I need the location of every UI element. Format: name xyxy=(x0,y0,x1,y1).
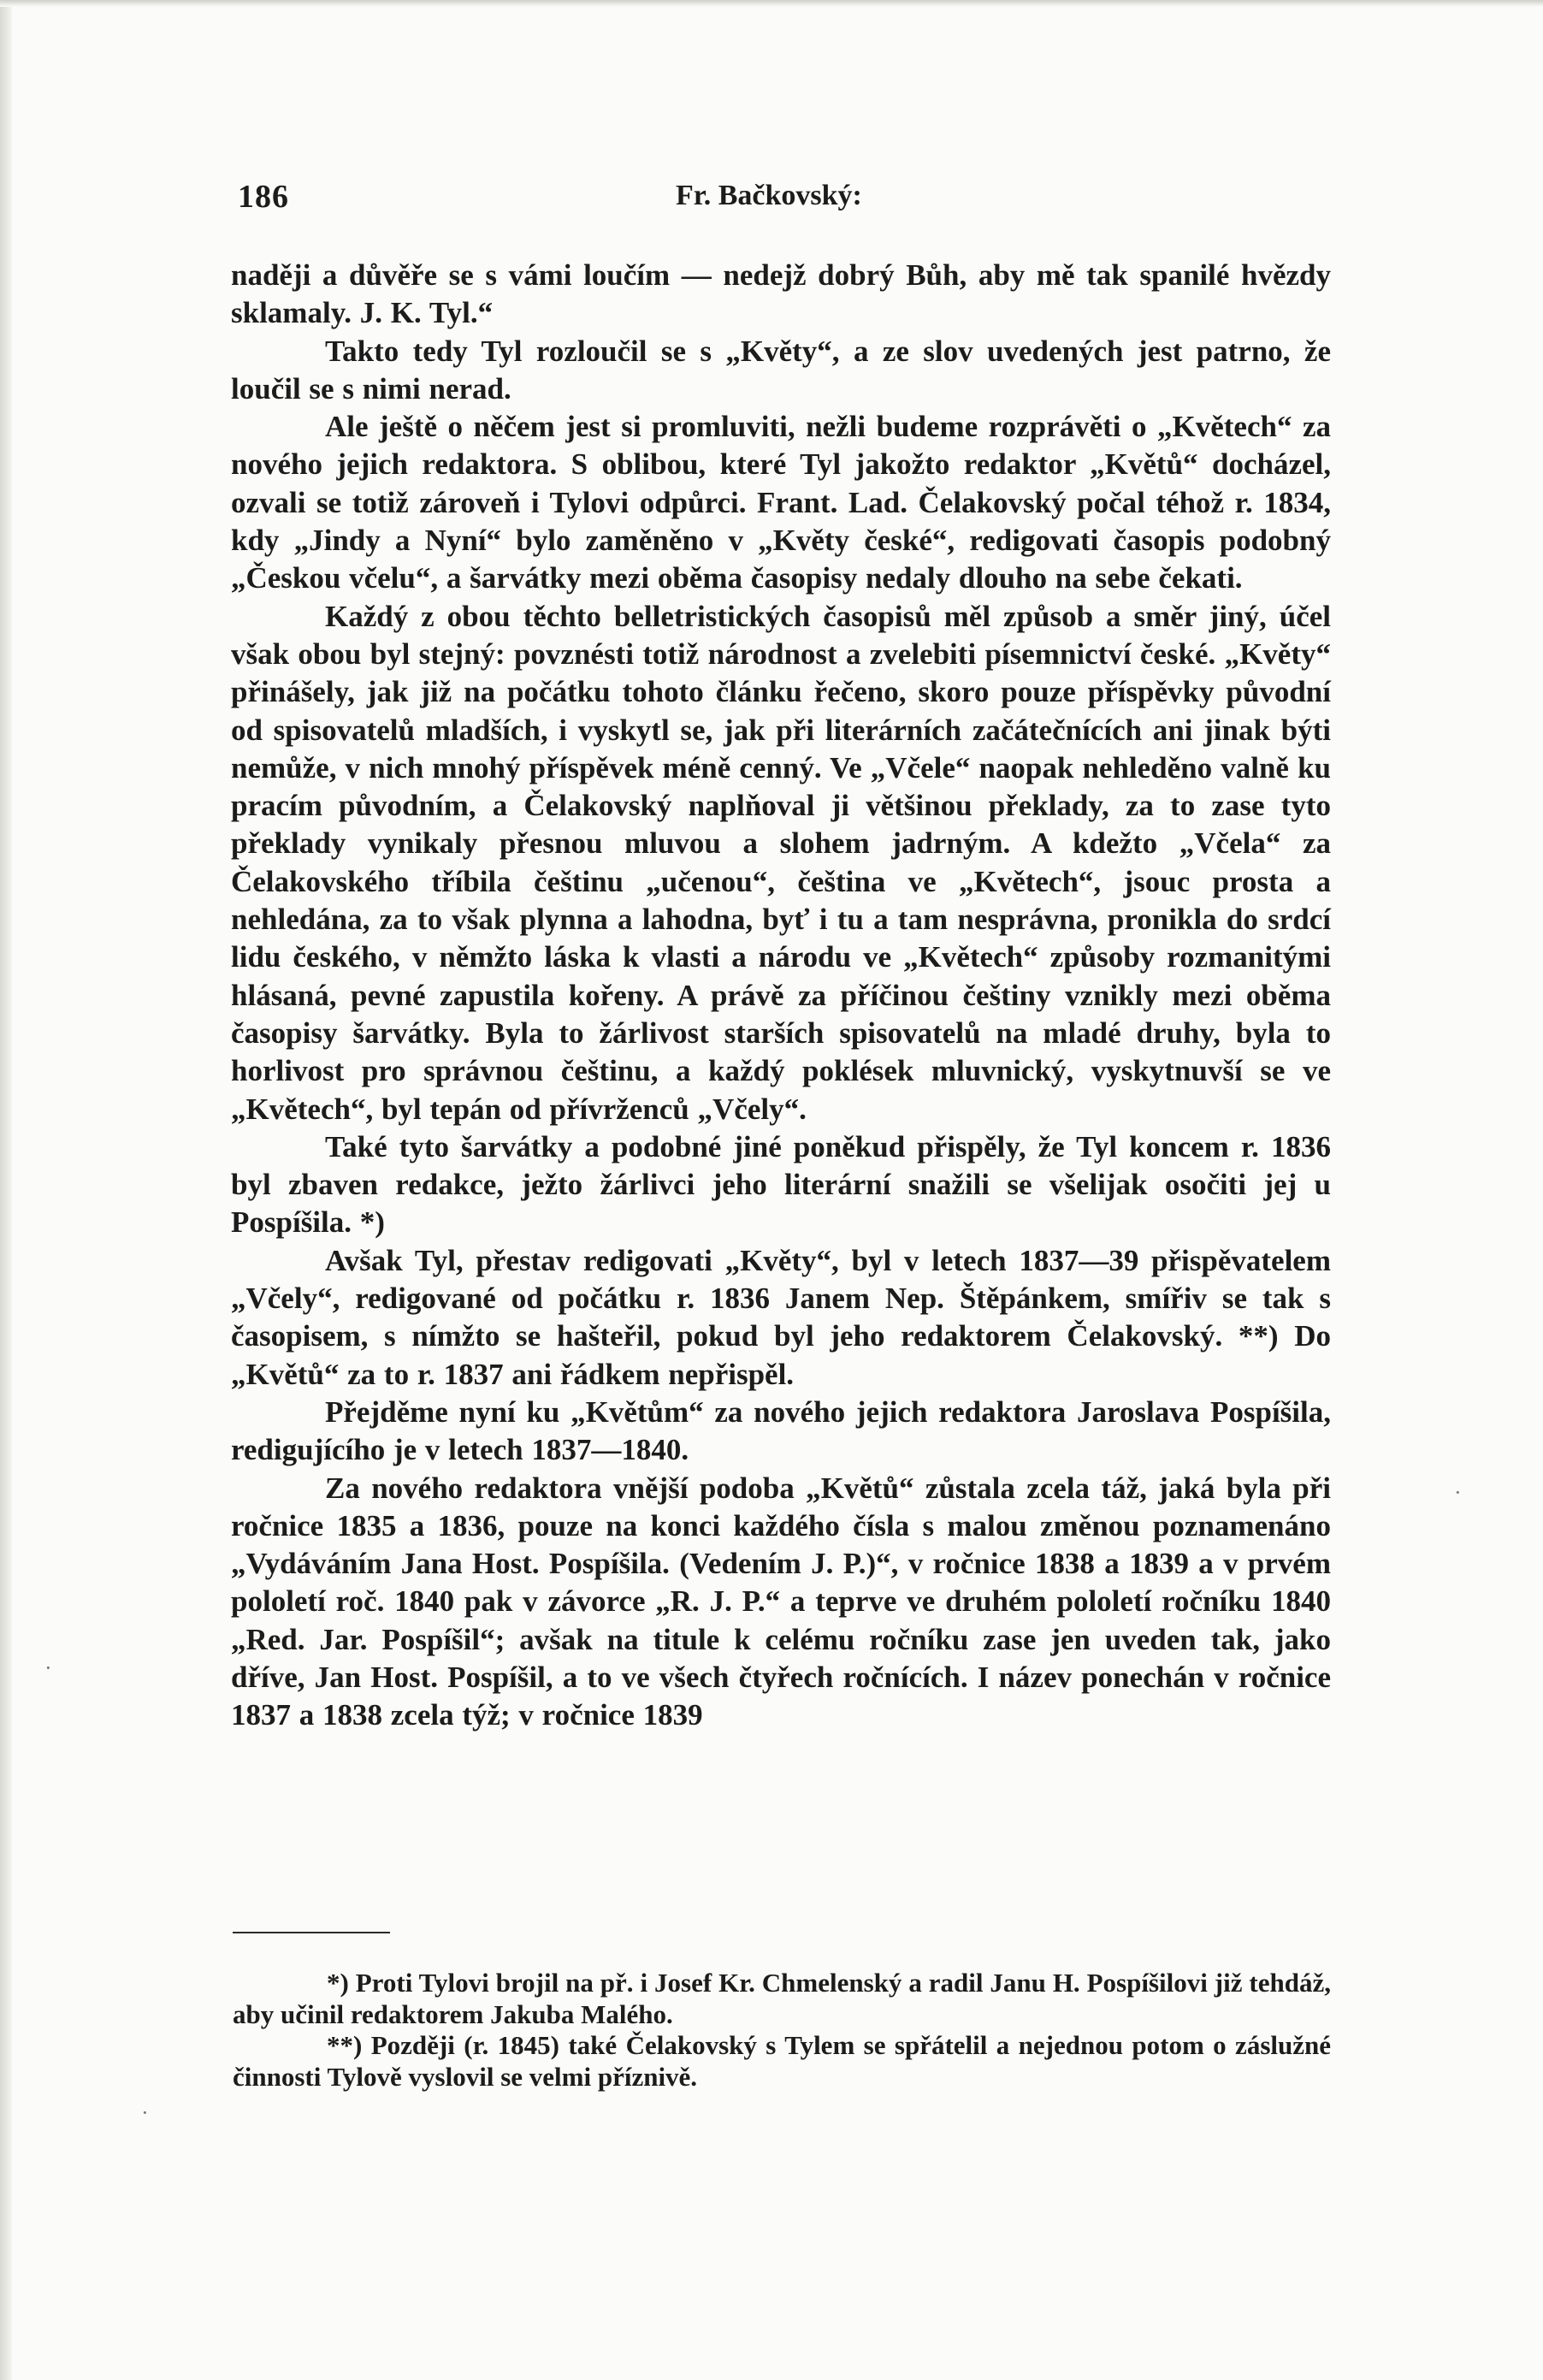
body-text xyxy=(231,257,1331,1735)
paragraph: Takto tedy Tyl rozloučil se s „Květy“, a ze slov uvedených jest patrno, že loučil se s nimi nerad. xyxy=(231,334,1331,406)
footnotes xyxy=(233,1968,1331,2093)
paragraph: Avšak Tyl, přestav redigovati „Květy“, byl v letech 1837—39 přispěvatelem „Včely“, redigované od počátku r. 1836 Janem Nep. Štěpánkem, smířiv se tak s časopisem, s nímžto se hašteřil, pokud byl jeho redaktorem Čelakovský. **) Do „Květů“ za to r. 1837 ani řádkem nepřispěl. xyxy=(231,1243,1331,1391)
page-header xyxy=(231,178,1331,221)
paragraph: Za nového redaktora vnější podoba „Květů“ zůstala zcela táž, jaká byla při ročnice 1835 a 1836, pouze na konci každého čísla s malou změnou poznamenáno „Vydáváním Jana Host. Pospíšila. (Vedením J. P.)“, v ročnice 1838 a 1839 a v prvém pololetí roč. 1840 pak v závorce „R. J. P.“ a teprve ve druhém pololetí ročníku 1840 „Red. Jar. Pospíšil“; avšak na titule k celému ročníku zase jen uveden tak, jako dříve, Jan Host. Pospíšil, a to ve všech čtyřech ročnících. I název ponechán v ročnice 1837 a 1838 zcela týž; v ročnice 1839 xyxy=(231,1471,1331,1732)
paragraph: Ale ještě o něčem jest si promluviti, nežli budeme rozprávěti o „Květech“ za nového jejich redaktora. S oblibou, které Tyl jakožto redaktor „Květů“ docházel, ozvali se totiž zároveň i Tylovi odpůrci. Frant. Lad. Čelakovský počal téhož r. 1834, kdy „Jindy a Nyní“ bylo zaměněno v „Květy české“, redigovati časopis podobný „Českou včelu“, a šarvátky mezi oběma časopisy nedaly dlouho na sebe čekati. xyxy=(231,410,1331,595)
scan-top-edge xyxy=(0,0,1543,7)
paragraph: Přejděme nyní ku „Květům“ za nového jejich redaktora Jaroslava Pospíšila, redigujícího je v letech 1837—1840. xyxy=(231,1394,1331,1467)
scan-left-edge xyxy=(0,0,12,2380)
margin-mark: · xyxy=(44,1655,52,1680)
footnote: *) Proti Tylovi brojil na př. i Josef Kr. Chmelenský a radil Janu H. Pospíšilovi již tehdáž, aby učinil redaktorem Jakuba Malého. xyxy=(233,1968,1331,2029)
margin-mark: · xyxy=(141,2100,149,2125)
paragraph: Také tyto šarvátky a podobné jiné poněkud přispěly, že Tyl koncem r. 1836 byl zbaven redakce, ježto žárlivci jeho literární snažili se všelijak osočiti jej u Pospíšila. *) xyxy=(231,1129,1331,1240)
margin-mark: · xyxy=(1454,1480,1462,1505)
page-number: 186 xyxy=(238,179,289,215)
footnote-divider xyxy=(233,1932,390,1933)
paragraph: Každý z obou těchto belletristických časopisů měl způsob a směr jiný, účel však obou byl stejný: povznésti totiž národnost a zvelebiti písemnictví české. „Květy“ přinášely, jak již na počátku tohoto článku řečeno, skoro pouze příspěvky původní od spisovatelů mladších, i vyskytl se, jak při literárních začátečnících ani jinak býti nemůže, v nich mnohý příspěvek méně cenný. Ve „Včele“ naopak nehleděno valně ku pracím původním, a Čelakovský naplňoval ji většinou překlady, za to zase tyto překlady vynikaly přesnou mluvou a slohem jadrným. A kdežto „Včela“ za Čelakovského tříbila češtinu „učenou“, čeština ve „Květech“, jsouc prosta a nehledána, za to však plynna a lahodna, byť i tu a tam nesprávna, pronikla do srdcí lidu českého, v němžto láska k vlasti a národu ve „Květech“ způsoby rozmanitými hlásaná, pevné zapustila kořeny. A právě za příčinou češtiny vznikly mezi oběma časopisy šarvátky. Byla to žárlivost starších spisovatelů na mladé druhy, byla to horlivost pro správnou češtinu, a každý poklések mluvnický, vyskytnuvší se ve „Květech“, byl tepán od přívrženců „Včely“. xyxy=(231,599,1331,1126)
paragraph: naději a důvěře se s vámi loučím — nedejž dobrý Bůh, aby mě tak spanilé hvězdy sklamaly. J. K. Tyl.“ xyxy=(231,258,1331,330)
running-head: Fr. Bačkovský: xyxy=(676,180,862,211)
footnote: **) Později (r. 1845) také Čelakovský s Tylem se spřátelil a nejednou potom o záslužné činnosti Tylově vyslovil se velmi příznivě. xyxy=(233,2030,1331,2092)
